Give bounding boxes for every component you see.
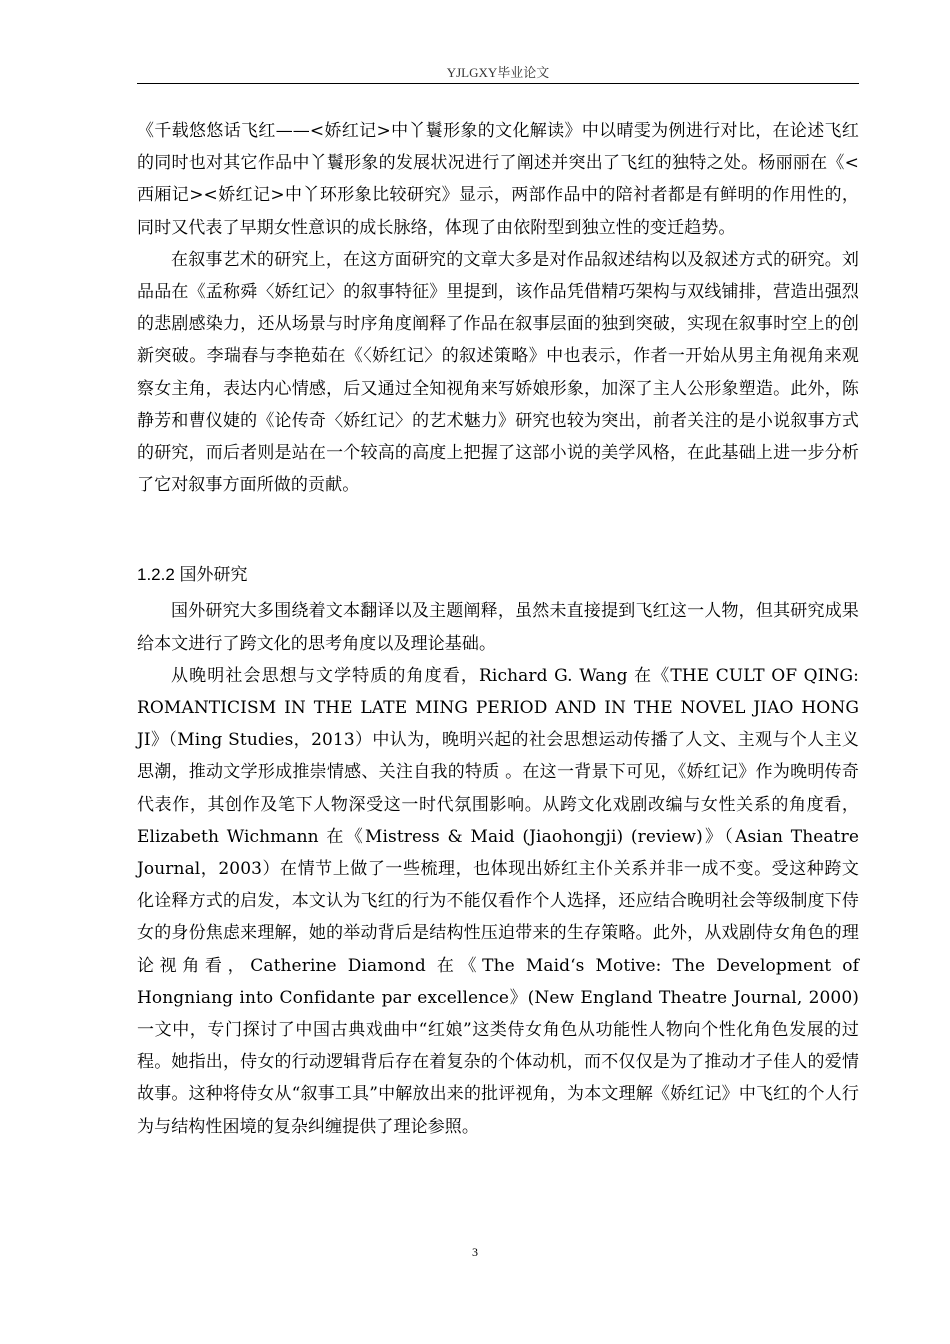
- paragraph-1: 《千载悠悠话飞红——<娇红记>中丫鬟形象的文化解读》中以晴雯为例进行对比，在论述飞红的同时也对其它作品中丫鬟形象的发展状况进行了阐述并突出了飞红的独特之处。杨丽丽在《<西厢记><娇红记>中丫环形象比较研究》显示，两部作品中的陪衬者都是有鲜明的作用性的，同时又代表了早期女性意识的成长脉络，体现了由依附型到独立性的变迁趋势。: [137, 121, 859, 238]
- header-rule: [137, 83, 859, 84]
- page-header: YJLGXY毕业论文: [446, 65, 550, 80]
- section-heading: 1.2.2 国外研究: [137, 565, 248, 585]
- paragraph-3: 国外研究大多围绕着文本翻译以及主题阐释，虽然未直接提到飞红这一人物，但其研究成果给本文进行了跨文化的思考角度以及理论基础。: [137, 601, 859, 654]
- paragraph-2: 在叙事艺术的研究上，在这方面研究的文章大多是对作品叙述结构以及叙述方式的研究。刘品品在《孟称舜〈娇红记〉的叙事特征》里提到，该作品凭借精巧架构与双线铺排，营造出强烈的悲剧感染力，还从场景与时序角度阐释了作品在叙事层面的独到突破，实现在叙事时空上的创新突破。李瑞春与李艳茹在《〈娇红记〉的叙述策略》中也表示，作者一开始从男主角视角来观察女主角，表达内心情感，后又通过全知视角来写娇娘形象，加深了主人公形象塑造。此外，陈静芳和曹仪婕的《论传奇〈娇红记〉的艺术魅力》研究也较为突出，前者关注的是小说叙事方式的研究，而后者则是站在一个较高的高度上把握了这部小说的美学风格，在此基础上进一步分析了它对叙事方面所做的贡献。: [137, 249, 859, 496]
- page-number: 3: [472, 1245, 478, 1259]
- page-body: [137, 115, 859, 1143]
- paragraph-4: 从晚明社会思想与文学特质的角度看，Richard G. Wang 在《THE CULT OF QING: ROMANTICISM IN THE LATE MING PERIOD AND IN THE NOVEL JIAO HONG JI》（Ming Studies，2013）中认为，晚明兴起的社会思想运动传播了人文、主观与个人主义思潮，推动文学形成推崇情感、关注自我的特质 。在这一背景下可见，《娇红记》作为晚明传奇代表作，其创作及笔下人物深受这一时代氛围影响。从跨文化戏剧改编与女性关系的角度看，Elizabeth Wichmann 在《Mistress & Maid (Jiaohongji) (review)》（Asian Theatre Journal，2003）在情节上做了一些梳理，也体现出娇红主仆关系并非一成不变。受这种跨文化诠释方式的启发，本文认为飞红的行为不能仅看作个人选择，还应结合晚明社会等级制度下侍女的身份焦虑来理解，她的举动背后是结构性压迫带来的生存策略。此外，从戏剧侍女角色的理论视角看，Catherine Diamond 在《The Maid‘s Motive: The Development of Hongniang into Confidante par excellence》(New England Theatre Journal, 2000) 一文中，专门探讨了中国古典戏曲中“红娘”这类侍女角色从功能性人物向个性化角色发展的过程。她指出，侍女的行动逻辑背后存在着复杂的个体动机，而不仅仅是为了推动才子佳人的爱情故事。这种将侍女从“叙事工具”中解放出来的批评视角，为本文理解《娇红记》中飞红的个人行为与结构性困境的复杂纠缠提供了理论参照。: [137, 665, 859, 1137]
